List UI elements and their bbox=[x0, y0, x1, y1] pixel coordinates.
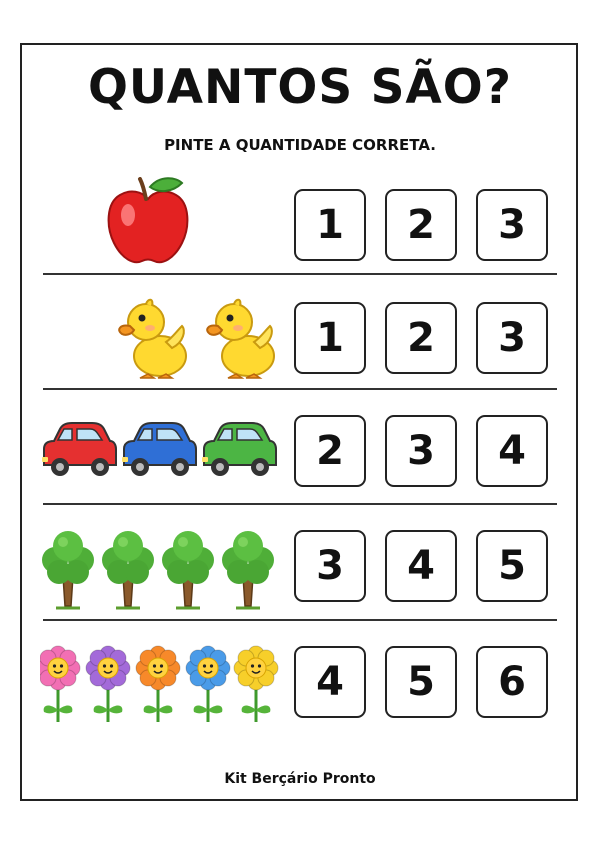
row-trees bbox=[40, 518, 560, 618]
apple-icon bbox=[109, 178, 188, 262]
divider bbox=[43, 273, 557, 275]
car-icon bbox=[122, 423, 196, 476]
duck-icon bbox=[207, 300, 274, 378]
divider bbox=[43, 503, 557, 505]
duck-icon bbox=[119, 300, 186, 378]
flower-icon bbox=[40, 646, 80, 722]
answer-box[interactable]: 4 bbox=[294, 646, 366, 718]
row-cars bbox=[40, 403, 560, 503]
tree-icon bbox=[102, 531, 154, 608]
car-icon bbox=[42, 423, 116, 476]
answer-box[interactable]: 2 bbox=[385, 189, 457, 261]
answer-box[interactable]: 1 bbox=[294, 189, 366, 261]
picture-group bbox=[40, 403, 280, 503]
picture-group bbox=[40, 177, 280, 277]
answer-box[interactable]: 4 bbox=[476, 415, 548, 487]
picture-group bbox=[40, 518, 280, 618]
answer-box[interactable]: 3 bbox=[294, 530, 366, 602]
page-title: QUANTOS SÃO? bbox=[87, 60, 513, 115]
tree-icon bbox=[222, 531, 274, 608]
flower-icon bbox=[234, 646, 278, 722]
answer-box[interactable]: 2 bbox=[385, 302, 457, 374]
picture-group bbox=[40, 290, 280, 390]
flower-icon bbox=[86, 646, 130, 722]
row-flowers bbox=[40, 634, 560, 734]
row-ducks bbox=[40, 290, 560, 390]
divider bbox=[43, 388, 557, 390]
flower-icon bbox=[136, 646, 180, 722]
footer-credit: Kit Berçário Pronto bbox=[224, 771, 376, 787]
answer-box[interactable]: 3 bbox=[476, 189, 548, 261]
answer-box[interactable]: 1 bbox=[294, 302, 366, 374]
answer-box[interactable]: 5 bbox=[385, 646, 457, 718]
row-apple bbox=[40, 177, 560, 277]
tree-icon bbox=[42, 531, 94, 608]
answer-box[interactable]: 2 bbox=[294, 415, 366, 487]
flower-icon bbox=[186, 646, 230, 722]
answer-box[interactable]: 5 bbox=[476, 530, 548, 602]
car-icon bbox=[202, 423, 276, 476]
answer-box[interactable]: 3 bbox=[385, 415, 457, 487]
picture-group bbox=[40, 634, 280, 734]
answer-box[interactable]: 4 bbox=[385, 530, 457, 602]
instructions: PINTE A QUANTIDADE CORRETA. bbox=[164, 136, 436, 154]
answer-box[interactable]: 6 bbox=[476, 646, 548, 718]
divider bbox=[43, 619, 557, 621]
tree-icon bbox=[162, 531, 214, 608]
answer-box[interactable]: 3 bbox=[476, 302, 548, 374]
